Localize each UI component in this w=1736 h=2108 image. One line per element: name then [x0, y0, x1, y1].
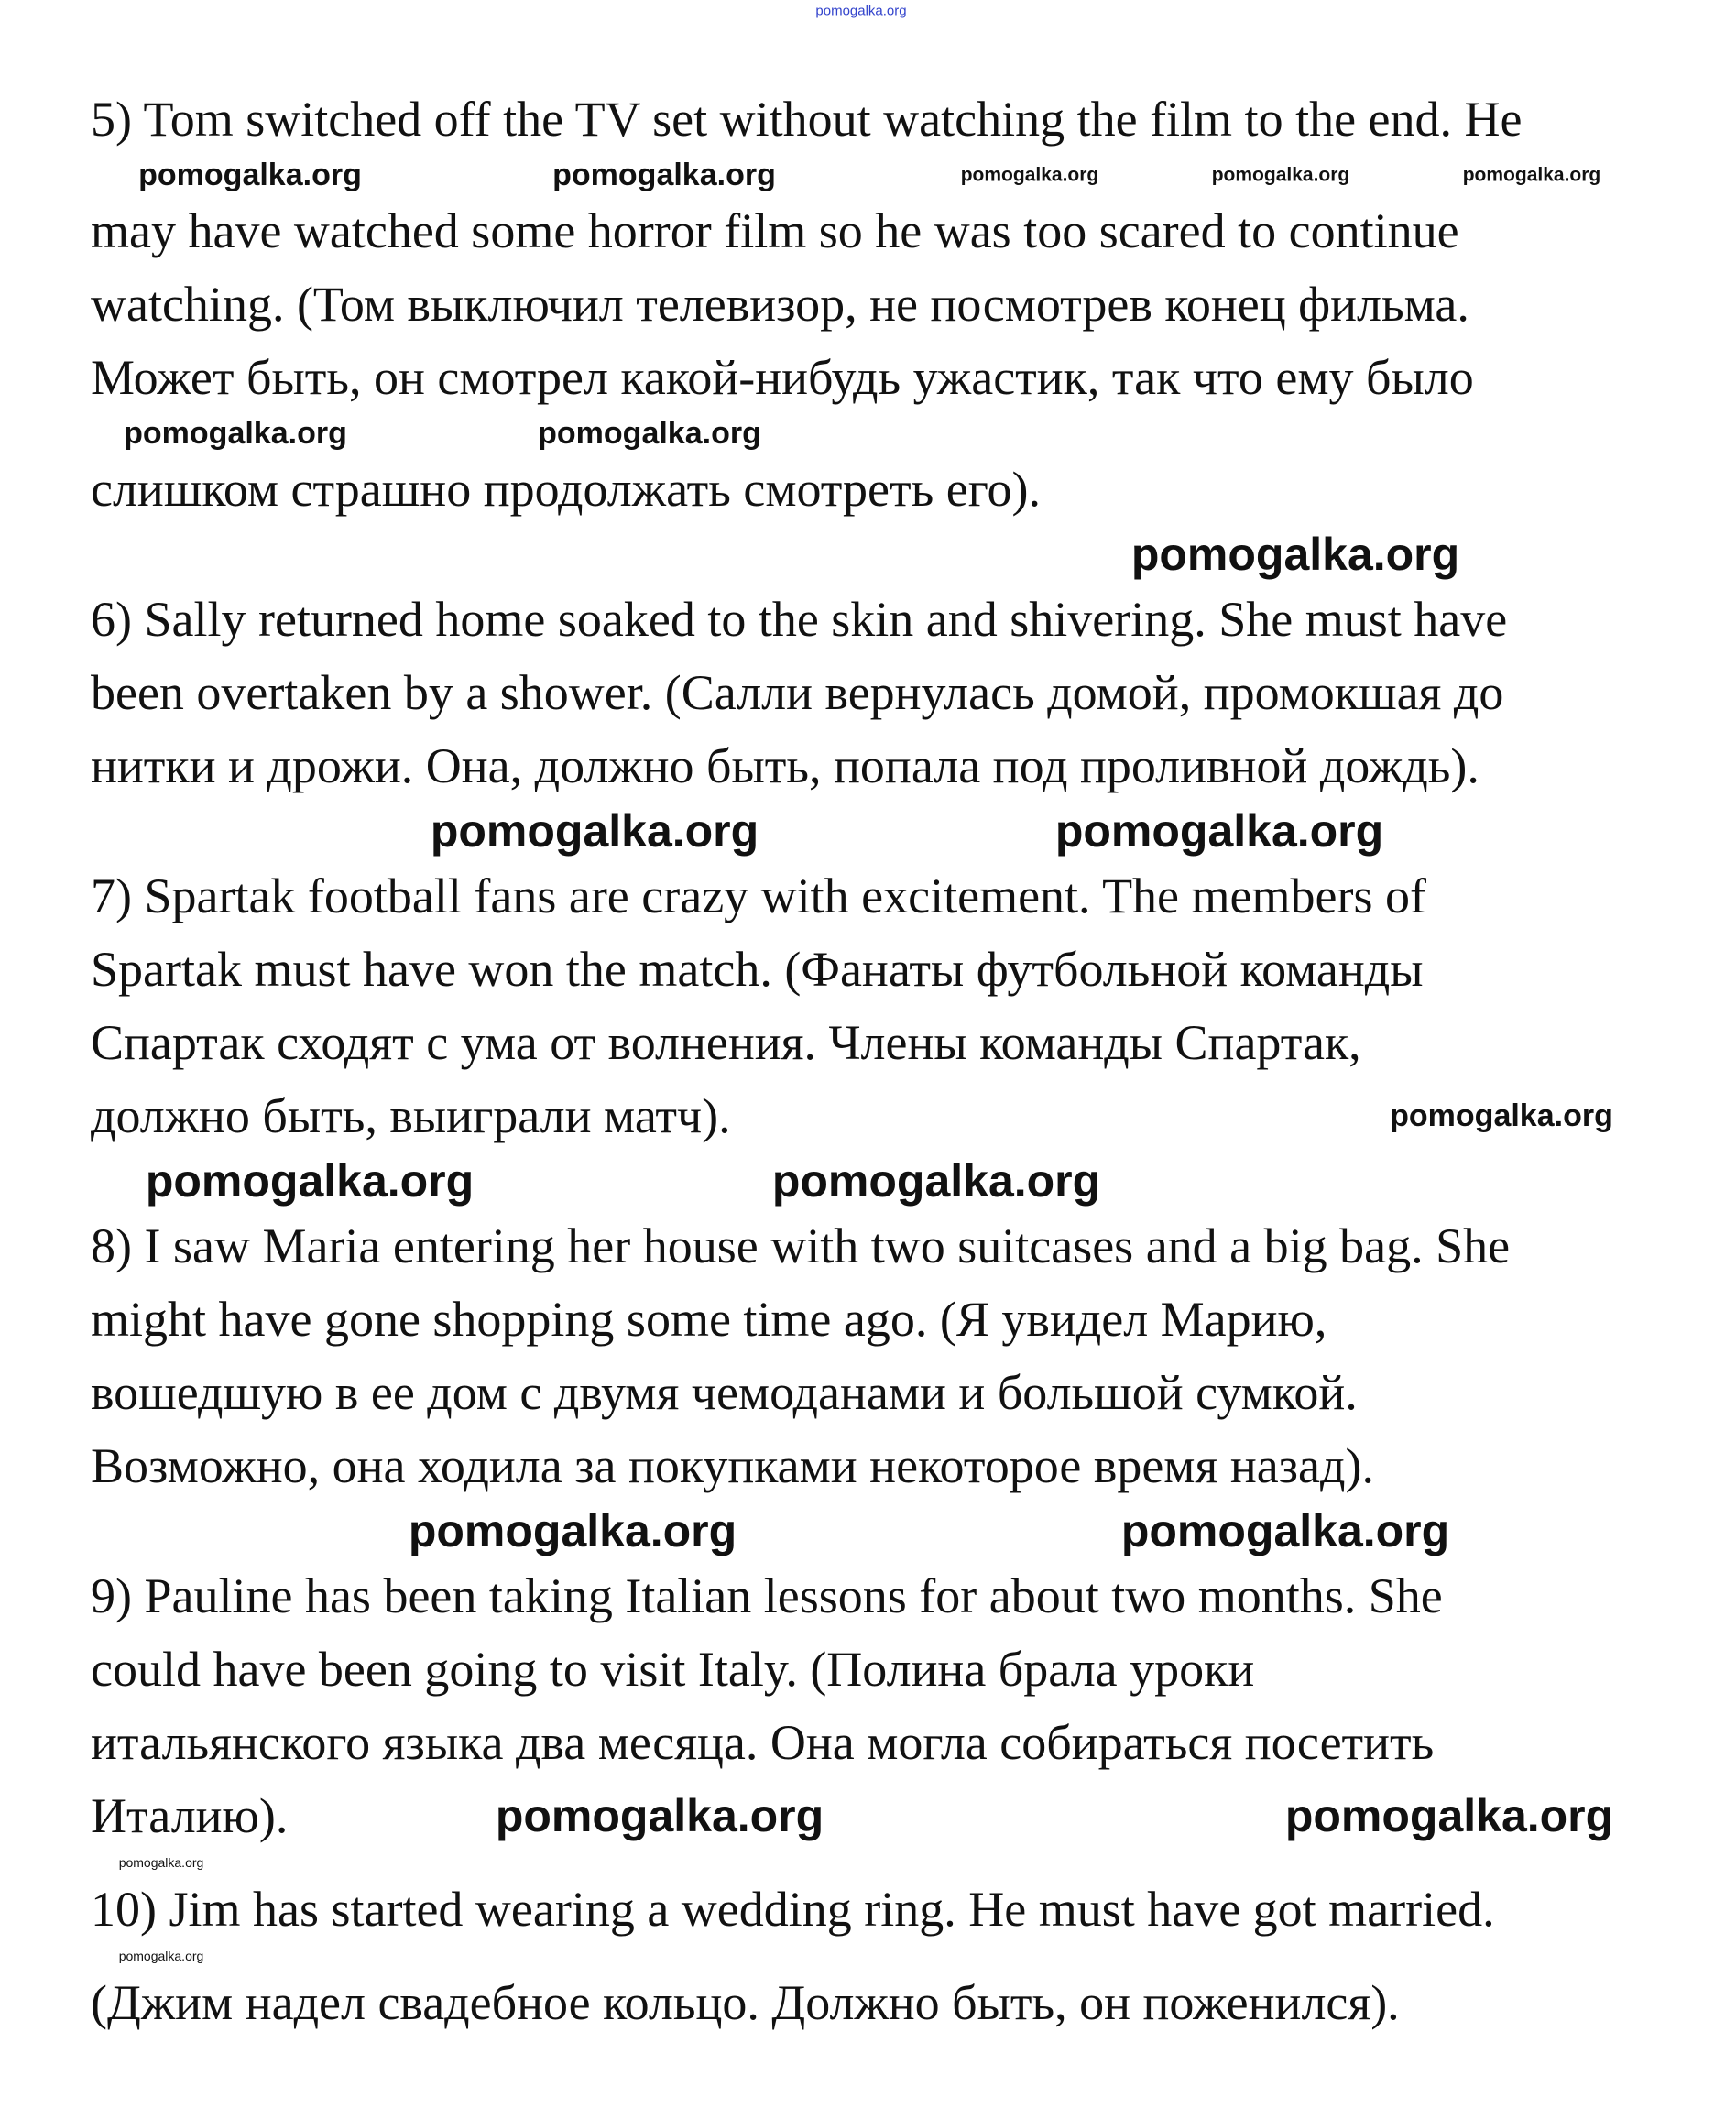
paragraph-10-line: 10) Jim has started wearing a wedding ring. He must have got married.: [91, 1882, 1495, 1937]
text-row: [0, 933, 1736, 1006]
text-row: [0, 729, 1736, 803]
watermark: pomogalka.org: [1211, 164, 1350, 186]
paragraph-7-line: Спартак сходят с ума от волнения. Члены команды Спартак,: [91, 1015, 1361, 1070]
watermark-row: [0, 1946, 1736, 1966]
watermark: pomogalka.org: [1462, 164, 1601, 186]
text-row: [0, 583, 1736, 656]
paragraph-8-line: 8) I saw Maria entering her house with two suitcases and a big bag. She: [91, 1218, 1511, 1273]
paragraph-8-line: Возможно, она ходила за покупками некоторое время назад).: [91, 1438, 1374, 1493]
paragraph-7-line: Spartak must have won the match. (Фанаты футбольной команды: [91, 942, 1424, 997]
watermark: pomogalka.org: [1130, 529, 1460, 580]
paragraph-7-line: 7) Spartak football fans are crazy with excitement. The members of: [91, 868, 1426, 923]
paragraph-5-line: слишком страшно продолжать смотреть его).: [91, 462, 1041, 517]
watermark-row: [0, 526, 1736, 583]
watermark-row: [0, 414, 1736, 453]
watermark-row: [0, 1502, 1736, 1559]
watermark: pomogalka.org: [771, 1155, 1101, 1207]
watermark: pomogalka.org: [1284, 1790, 1614, 1841]
watermark: pomogalka.org: [552, 158, 776, 192]
paragraph-7-line: должно быть, выиграли матч).: [91, 1088, 731, 1143]
text-row: [0, 1429, 1736, 1502]
text-row: [0, 1079, 1736, 1152]
text-row: [0, 1873, 1736, 1946]
paragraph-10-line: (Джим надел свадебное кольцо. Должно быть, он поженился).: [91, 1975, 1400, 2030]
text-row: [0, 1779, 1736, 1852]
text-row: [0, 859, 1736, 933]
paragraph-9-line: could have been going to visit Italy. (Полина брала уроки: [91, 1642, 1255, 1697]
watermark: pomogalka.org: [1390, 1098, 1613, 1133]
watermark: pomogalka.org: [960, 164, 1099, 186]
paragraph-9-line: 9) Pauline has been taking Italian lessons for about two months. She: [91, 1568, 1443, 1623]
watermark: pomogalka.org: [495, 1790, 824, 1841]
text-row: [0, 1209, 1736, 1283]
paragraph-6-line: 6) Sally returned home soaked to the skin and shivering. She must have: [91, 592, 1508, 647]
text-row: [0, 341, 1736, 414]
paragraph-5-line: watching. (Том выключил телевизор, не посмотрев конец фильма.: [91, 277, 1469, 332]
watermark: pomogalka.org: [430, 805, 759, 857]
watermark: pomogalka.org: [1054, 805, 1384, 857]
watermark: pomogalka.org: [145, 1155, 475, 1207]
paragraph-8-line: might have gone shopping some time ago. (Я увидел Марию,: [91, 1292, 1327, 1347]
paragraph-5-line: Может быть, он смотрел какой-нибудь ужастик, так что ему было: [91, 350, 1474, 405]
watermark-row: [0, 1852, 1736, 1873]
watermark: pomogalka.org: [138, 158, 362, 192]
watermark: pomogalka.org: [118, 1855, 204, 1870]
watermark: pomogalka.org: [815, 3, 907, 19]
paragraph-5-line: may have watched some horror film so he was too scared to continue: [91, 203, 1459, 258]
text-row: [0, 656, 1736, 729]
watermark-row: [0, 803, 1736, 859]
watermark-row: [0, 156, 1736, 194]
watermark: pomogalka.org: [1120, 1505, 1450, 1556]
paragraph-6-line: been overtaken by a shower. (Салли вернулась домой, промокшая до: [91, 665, 1504, 720]
watermark: pomogalka.org: [124, 416, 347, 451]
paragraph-9-line: Италию).: [91, 1788, 289, 1843]
text-row: [0, 82, 1736, 156]
text-row: [0, 268, 1736, 341]
document-page: [0, 82, 1736, 2039]
watermark-row: [0, 1152, 1736, 1209]
text-row: [0, 1966, 1736, 2039]
text-row: [0, 1633, 1736, 1706]
text-row: [0, 1559, 1736, 1633]
text-row: [0, 1283, 1736, 1356]
text-row: [0, 1706, 1736, 1779]
watermark: pomogalka.org: [538, 416, 761, 451]
paragraph-9-line: итальянского языка два месяца. Она могла собираться посетить: [91, 1715, 1435, 1770]
watermark: pomogalka.org: [408, 1505, 737, 1556]
paragraph-6-line: нитки и дрожи. Она, должно быть, попала под проливной дождь).: [91, 738, 1479, 793]
paragraph-5-line: 5) Tom switched off the TV set without watching the film to the end. He: [91, 92, 1523, 147]
watermark: pomogalka.org: [118, 1949, 204, 1963]
text-row: [0, 1356, 1736, 1429]
text-row: [0, 194, 1736, 268]
text-row: [0, 1006, 1736, 1079]
text-row: [0, 453, 1736, 526]
paragraph-8-line: вошедшую в ее дом с двумя чемоданами и большой сумкой.: [91, 1365, 1358, 1420]
